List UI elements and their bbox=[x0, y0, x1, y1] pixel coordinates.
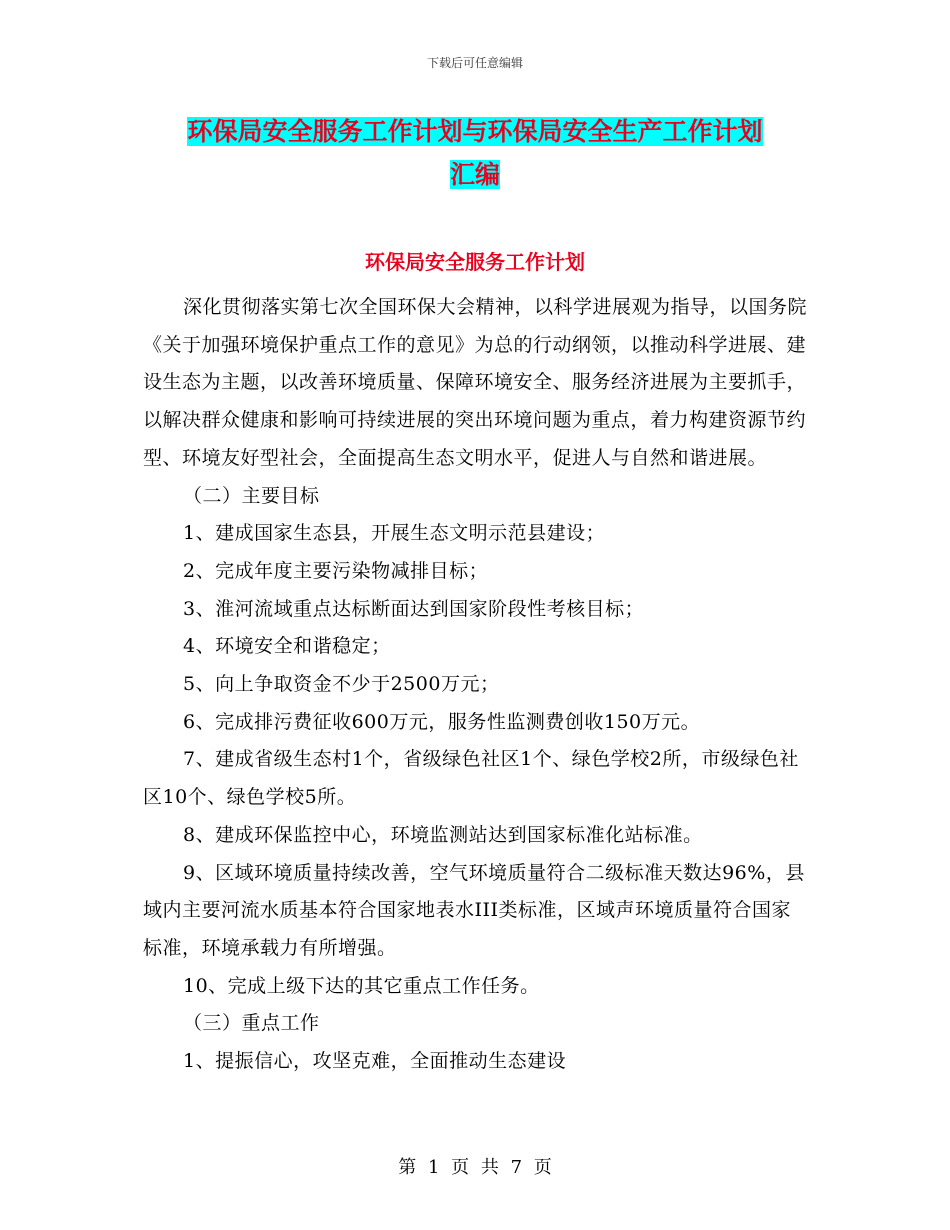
goal-item: 5、向上争取资金不少于2500万元； bbox=[183, 673, 500, 696]
page-footer: 第 1 页 共 7 页 bbox=[398, 1157, 552, 1178]
section-title: 环保局安全服务工作计划 bbox=[365, 250, 585, 274]
work-item: 1、提振信心，攻坚克难，全面推动生态建设 bbox=[183, 1050, 567, 1073]
subheading-main-goals: （二）主要目标 bbox=[183, 484, 320, 507]
document-title-line-2: 汇编 bbox=[449, 160, 500, 189]
header-note: 下载后可任意编辑 bbox=[426, 56, 523, 70]
document-title-line-1: 环保局安全服务工作计划与环保局安全生产工作计划 bbox=[187, 117, 763, 146]
goal-item: 10、完成上级下达的其它重点工作任务。 bbox=[183, 974, 540, 997]
goal-item: 8、建成环保监控中心，环境监测站达到国家标准化站标准。 bbox=[183, 823, 703, 846]
goal-item: 7、建成省级生态村1个，省级绿色社区1个、绿色学校2所，市级绿色社区10个、绿色学校5所。 bbox=[143, 748, 799, 809]
goal-item: 6、完成排污费征收600万元，服务性监测费创收150万元。 bbox=[183, 710, 701, 733]
goal-item: 9、区域环境质量持续改善，空气环境质量符合二级标准天数达96%，县域内主要河流水质基本符合国家地表水III类标准，区域声环境质量符合国家标准，环境承载力有所增强。 bbox=[143, 861, 805, 959]
body-text bbox=[143, 289, 807, 1081]
subheading-key-work: （三）重点工作 bbox=[183, 1012, 320, 1035]
goal-item: 4、环境安全和谐稳定； bbox=[183, 635, 391, 658]
goal-item: 2、完成年度主要污染物减排目标； bbox=[183, 559, 489, 582]
goal-item: 1、建成国家生态县，开展生态文明示范县建设； bbox=[183, 522, 606, 545]
goal-item: 3、淮河流域重点达标断面达到国家阶段性考核目标； bbox=[183, 597, 645, 620]
document-title bbox=[140, 110, 810, 196]
intro-paragraph: 深化贯彻落实第七次全国环保大会精神，以科学进展观为指导，以国务院《关于加强环境保护重点工作的意见》为总的行动纲领，以推动科学进展、建设生态为主题，以改善环境质量、保障环境安全、服务经济进展为主要抓手，以解决群众健康和影响可持续进展的突出环境问题为重点，着力构建资源节约型、环境友好型社会，全面提高生态文明水平，促进人与自然和谐进展。 bbox=[143, 296, 808, 469]
